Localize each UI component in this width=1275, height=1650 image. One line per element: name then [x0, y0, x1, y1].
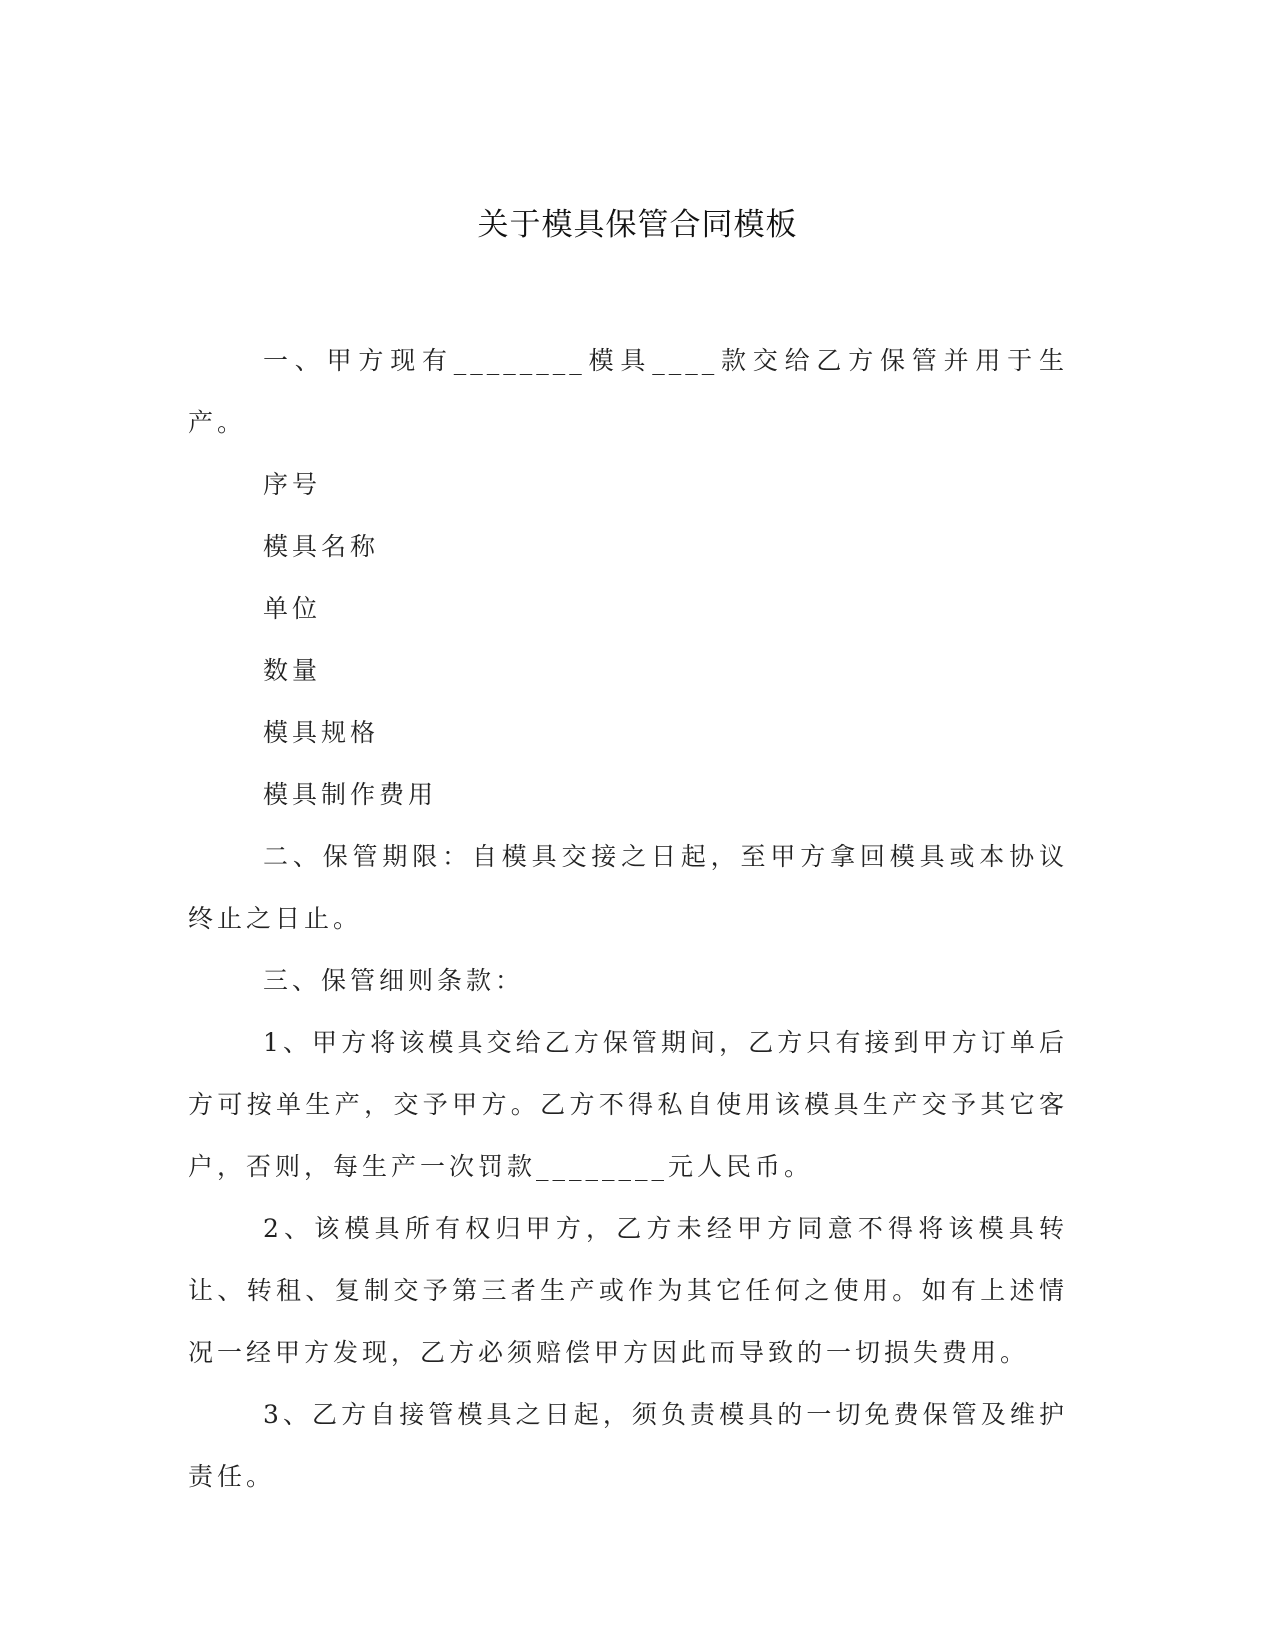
list-item-serial-number: 序号 — [263, 470, 322, 499]
list-item-unit: 单位 — [263, 594, 322, 623]
clause-1-paragraph: 一、甲方现有________模具____款交给乙方保管并用于生产。 — [188, 346, 1068, 437]
clause-3-item-2: 2、该模具所有权归甲方，乙方未经甲方同意不得将该模具转让、转租、复制交予第三者生产或作为其它任何之使用。如有上述情况一经甲方发现，乙方必须赔偿甲方因此而导致的一切损失费用。 — [188, 1214, 1068, 1367]
clause-3-heading: 三、保管细则条款： — [263, 966, 525, 995]
document-title: 关于模具保管合同模板 — [477, 207, 798, 243]
clause-3-item-1: 1、甲方将该模具交给乙方保管期间，乙方只有接到甲方订单后方可按单生产，交予甲方。乙方不得私自使用该模具生产交予其它客户，否则，每生产一次罚款________元人民币。 — [188, 1028, 1068, 1181]
list-item-mold-cost: 模具制作费用 — [263, 780, 438, 809]
clause-3-item-3: 3、乙方自接管模具之日起，须负责模具的一切免费保管及维护责任。 — [188, 1400, 1068, 1491]
list-item-mold-spec: 模具规格 — [263, 718, 380, 747]
list-item-mold-name: 模具名称 — [263, 532, 380, 561]
document-body — [188, 330, 1068, 1508]
list-item-quantity: 数量 — [263, 656, 322, 685]
clause-2-paragraph: 二、保管期限：自模具交接之日起，至甲方拿回模具或本协议终止之日止。 — [188, 842, 1068, 933]
